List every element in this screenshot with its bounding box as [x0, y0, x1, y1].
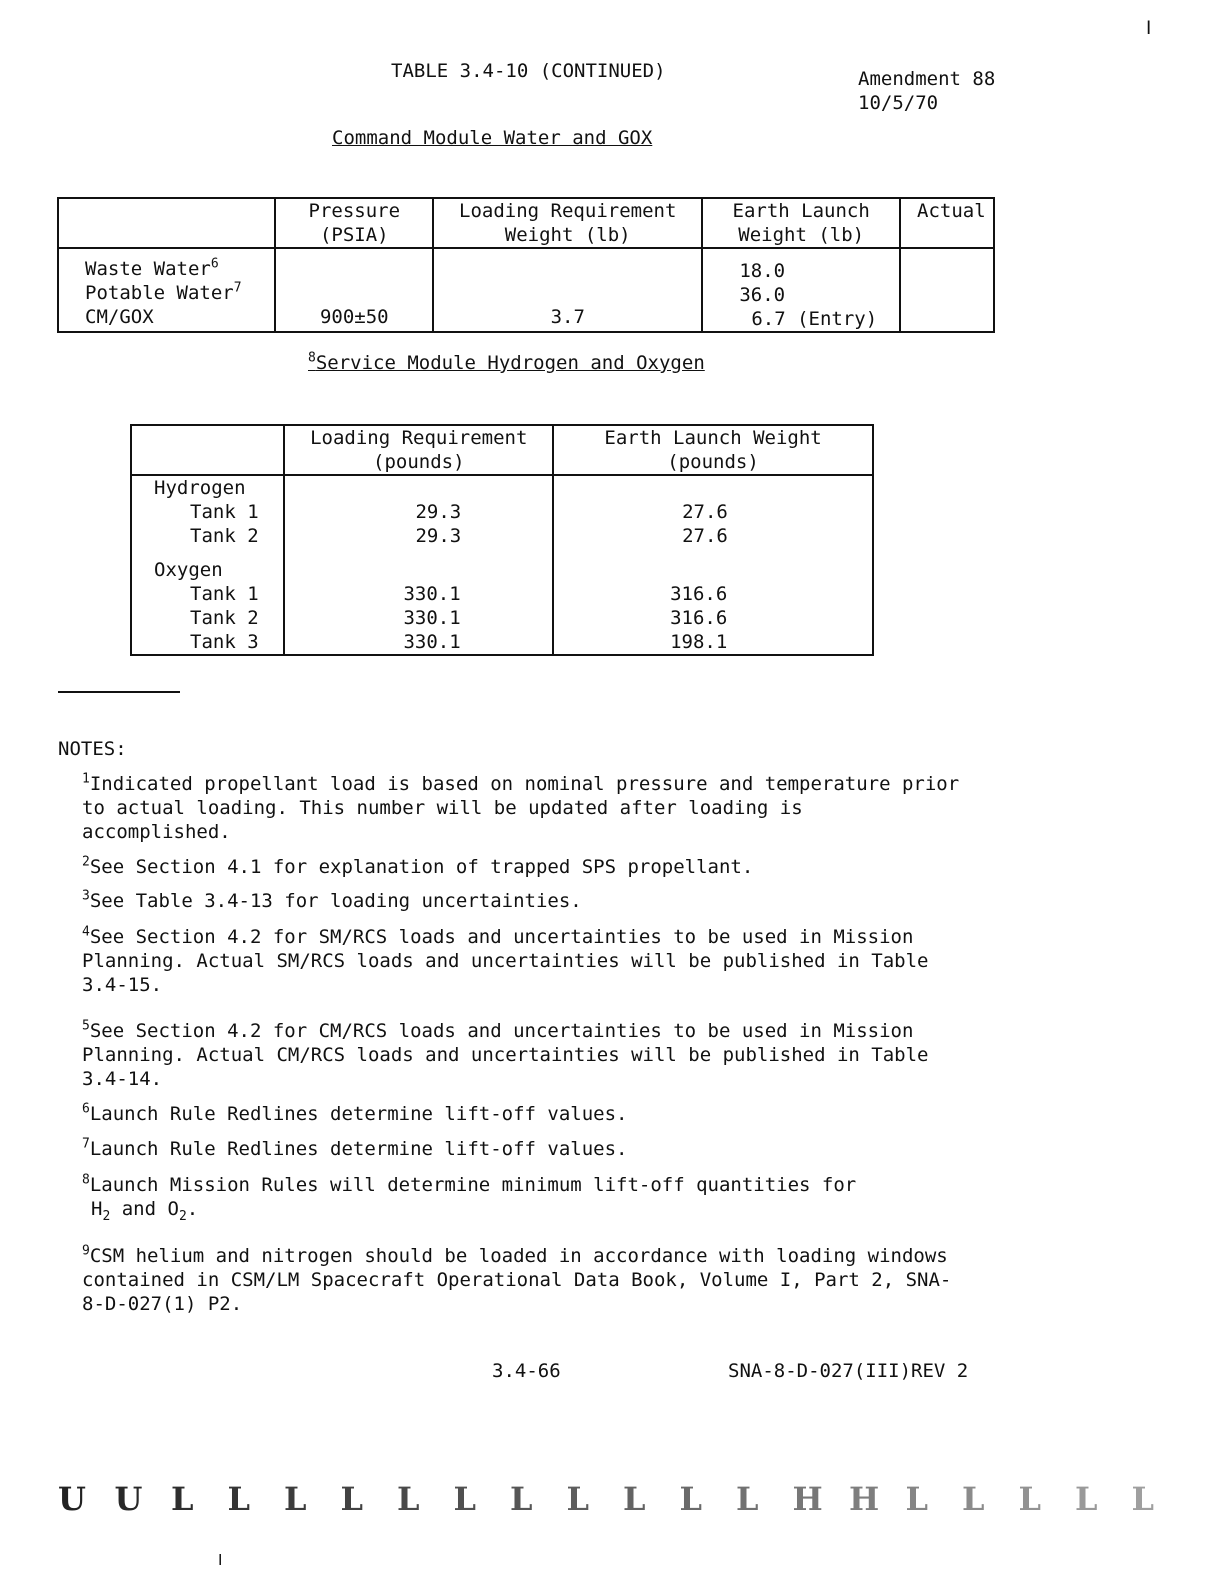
table-row: Waste Water$^6$ — [85, 256, 219, 280]
note-2: $^2$See Section 4.1 for explanation of trapped SPS propellant. — [82, 854, 754, 878]
table-row: Tank 2 — [190, 525, 259, 547]
cm-section-title: Command Module Water and GOX — [332, 127, 653, 149]
cm-water-gox-table — [57, 197, 995, 333]
edge-mark: L — [623, 1480, 646, 1518]
edge-mark: L — [171, 1480, 194, 1518]
page-number: 3.4-66 — [492, 1360, 561, 1382]
edge-mark: L — [679, 1480, 702, 1518]
edge-mark: L — [1131, 1480, 1154, 1518]
table-row: Potable Water$^7$ — [85, 280, 242, 304]
notes-heading: NOTES: — [58, 738, 127, 760]
edge-mark: L — [962, 1480, 985, 1518]
note-1: $^1$Indicated propellant load is based on nominal pressure and temperature prior to actual loading. This number will be updated after loading is accomplished. — [82, 771, 960, 843]
cm-header-pressure: Pressure (PSIA) — [275, 198, 433, 248]
edge-mark: U — [58, 1480, 86, 1518]
note-9: $^9$CSM helium and nitrogen should be loaded in accordance with loading windows contained in CSM/LM Spacecraft Operational Data Book, Volume I, Part 2, SNA-8-D-027(1) P2. — [82, 1243, 952, 1315]
cm-item-column — [58, 248, 275, 332]
table-row: CM/GOX — [85, 306, 154, 328]
edge-mark: L — [284, 1480, 307, 1518]
sm-h2-o2-table — [130, 424, 874, 656]
edge-mark: L — [397, 1480, 420, 1518]
note-4: $^4$See Section 4.2 for SM/RCS loads and uncertainties to be used in Mission Planning. Actual SM/RCS loads and uncertainties will be published in Table 3.4-15. — [82, 924, 929, 996]
edge-mark: L — [905, 1480, 928, 1518]
table-row: Tank 1 — [190, 501, 259, 523]
edge-mark: H — [849, 1480, 880, 1518]
table-row: Tank 3 — [190, 631, 259, 653]
cm-header-launch: Earth Launch Weight (lb) — [702, 198, 900, 248]
sm-item-column — [131, 475, 284, 655]
edge-mark: L — [510, 1480, 533, 1518]
sm-header-launch: Earth Launch Weight (pounds) — [553, 425, 873, 475]
edge-mark: L — [736, 1480, 759, 1518]
table-row: Tank 2 — [190, 607, 259, 629]
cm-launch-column: 18.0 36.0 6.7 (Entry) — [702, 248, 900, 332]
edge-mark: L — [1075, 1480, 1098, 1518]
edge-mark: U — [114, 1480, 143, 1518]
note-8: $^8$Launch Mission Rules will determine minimum lift-off quantities for $H_2$ and $O_2$. — [82, 1172, 857, 1224]
amendment-date: 10/5/70 — [858, 92, 939, 114]
table-title: TABLE 3.4-10 (CONTINUED) — [391, 60, 666, 82]
cm-header-actual: Actual — [900, 198, 994, 248]
group-label: Oxygen — [154, 559, 223, 581]
edge-mark: L — [227, 1480, 250, 1518]
edge-mark: L — [453, 1480, 476, 1518]
edge-mark: L — [340, 1480, 363, 1518]
note-3: $^3$See Table 3.4-13 for loading uncertainties. — [82, 888, 582, 912]
cm-header-loading: Loading Requirement Weight (lb) — [433, 198, 702, 248]
edge-mark: L — [566, 1480, 589, 1518]
footnote-rule — [58, 691, 180, 693]
note-5: $^5$See Section 4.2 for CM/RCS loads and uncertainties to be used in Mission Planning. Actual CM/RCS loads and uncertainties will be published in Table 3.4-14. — [82, 1018, 929, 1090]
corner-mark: I — [1146, 18, 1152, 39]
cm-pressure-column: 900±50 — [275, 248, 433, 332]
cm-actual-column — [900, 248, 994, 332]
document-id: SNA-8-D-027(III)REV 2 — [728, 1360, 969, 1382]
note-7: $^7$Launch Rule Redlines determine lift-off values. — [82, 1136, 628, 1160]
cm-loading-column: 3.7 — [433, 248, 702, 332]
sm-loading-column: 29.3 29.3 330.1 330.1 330.1 — [284, 475, 553, 655]
bottom-mark: I — [218, 1552, 223, 1569]
edge-mark: H — [792, 1480, 823, 1518]
sm-header-item — [131, 425, 284, 475]
cm-header-item — [58, 198, 275, 248]
note-6: $^6$Launch Rule Redlines determine lift-off values. — [82, 1101, 628, 1125]
sm-launch-column: 27.6 27.6 316.6 316.6 198.1 — [553, 475, 873, 655]
table-row: Tank 1 — [190, 583, 259, 605]
edge-mark: L — [1018, 1480, 1041, 1518]
group-label: Hydrogen — [154, 477, 246, 499]
amendment-label: Amendment 88 — [858, 68, 996, 90]
sm-header-loading: Loading Requirement (pounds) — [284, 425, 553, 475]
sm-section-title: $^8$Service Module Hydrogen and Oxygen — [308, 350, 705, 374]
